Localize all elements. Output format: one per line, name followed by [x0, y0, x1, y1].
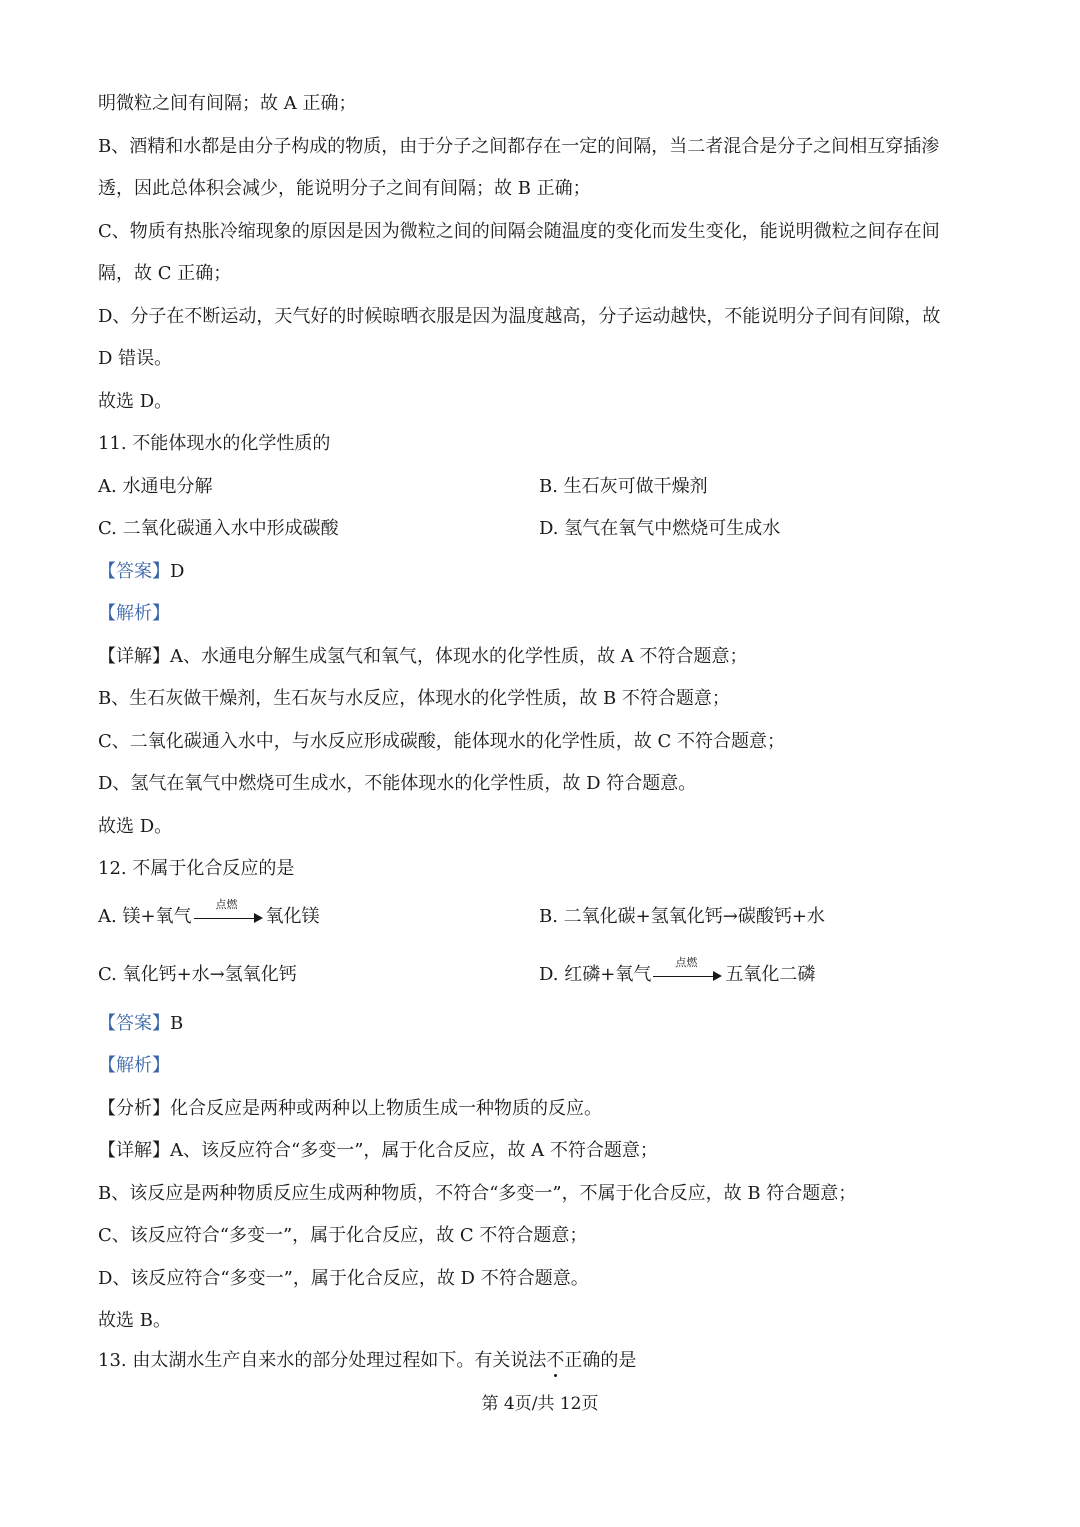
- fenxi-text: 化合反应是两种或两种以上物质生成一种物质的反应。: [170, 1098, 602, 1119]
- page-number: 第 4页/共 12页: [481, 1394, 599, 1414]
- q13-stem-part: 13. 由太湖水生产自来水的部分处理过程如下。有关说法: [98, 1350, 547, 1371]
- q10-text-line: 透，因此总体积会减少，能说明分子之间有间隔；故 B 正确；: [98, 178, 591, 199]
- q10-text-line: D 错误。: [98, 348, 173, 369]
- q11-conclusion: 故选 D。: [98, 816, 173, 837]
- q10-text-line: C、物质有热胀冷缩现象的原因是因为微粒之间的间隔会随温度的变化而发生变化，能说明微粒之间存在间: [98, 221, 940, 242]
- q11-detail-line: D、氢气在氧气中燃烧可生成水，不能体现水的化学性质，故 D 符合题意。: [98, 773, 697, 794]
- answer-tag: 【答案】: [98, 561, 170, 582]
- reaction-products: 五氧化二磷: [725, 964, 816, 985]
- q10-text-line: B、酒精和水都是由分子构成的物质，由于分子之间都存在一定的间隔，当二者混合是分子之间相互穿插渗: [98, 136, 940, 157]
- q11-option-d: D. 氢气在氧气中燃烧可生成水: [539, 518, 781, 539]
- q12-option-c: C. 氧化钙+水→氢氧化钙: [98, 964, 297, 985]
- q12-analysis: [98, 1054, 170, 1078]
- reaction-condition: 点燃: [215, 898, 238, 911]
- reaction-reactants: D. 红磷+氧气: [539, 964, 652, 985]
- q11-detail-line: [98, 645, 747, 669]
- q12-detail-line: C、该反应符合“多变一”，属于化合反应，故 C 不符合题意；: [98, 1225, 588, 1246]
- q12-option-b: B. 二氧化碳+氢氧化钙→碳酸钙+水: [539, 906, 825, 927]
- reaction-products: 氧化镁: [265, 906, 320, 927]
- answer-value: B: [170, 1013, 184, 1034]
- q12-answer: [98, 1012, 183, 1036]
- q12-detail-line: [98, 1139, 658, 1163]
- emphasis-char: 不: [546, 1350, 565, 1371]
- q11-stem: 11. 不能体现水的化学性质的: [98, 433, 331, 454]
- q11-answer: [98, 560, 184, 584]
- q12-option-d: [539, 956, 816, 987]
- q11-detail-line: B、生石灰做干燥剂，生石灰与水反应，体现水的化学性质，故 B 不符合题意；: [98, 688, 730, 709]
- answer-value: D: [170, 561, 185, 582]
- q12-conclusion: 故选 B。: [98, 1310, 171, 1331]
- reaction-reactants: A. 镁+氧气: [98, 906, 192, 927]
- reaction-arrow: [653, 956, 723, 987]
- q12-option-a: [98, 898, 320, 929]
- q13-stem-part: 正确的是: [564, 1350, 637, 1371]
- q11-option-c: C. 二氧化碳通入水中形成碳酸: [98, 518, 339, 539]
- q10-conclusion: 故选 D。: [98, 391, 173, 412]
- analysis-tag: 【解析】: [98, 1055, 170, 1076]
- detail-tag: 【详解】: [98, 1140, 170, 1161]
- detail-tag: 【详解】: [98, 646, 170, 667]
- reaction-condition: 点燃: [675, 956, 698, 969]
- q10-text-line: 明微粒之间有间隔；故 A 正确；: [98, 93, 357, 114]
- detail-text: A、该反应符合“多变一”，属于化合反应，故 A 不符合题意；: [170, 1140, 658, 1161]
- q12-fenxi: [98, 1097, 602, 1121]
- q11-option-a: A. 水通电分解: [98, 476, 213, 497]
- fenxi-tag: 【分析】: [98, 1098, 170, 1119]
- q12-stem: 12. 不属于化合反应的是: [98, 858, 295, 879]
- analysis-tag: 【解析】: [98, 603, 170, 624]
- q12-detail-line: D、该反应符合“多变一”，属于化合反应，故 D 不符合题意。: [98, 1268, 589, 1289]
- detail-text: A、水通电分解生成氢气和氧气，体现水的化学性质，故 A 不符合题意；: [170, 646, 748, 667]
- q10-text-line: 隔，故 C 正确；: [98, 263, 232, 284]
- q11-option-b: B. 生石灰可做干燥剂: [539, 476, 708, 497]
- q12-detail-line: B、该反应是两种物质反应生成两种物质，不符合“多变一”，不属于化合反应，故 B 符合题意；: [98, 1183, 857, 1204]
- q11-analysis: [98, 602, 170, 626]
- answer-tag: 【答案】: [98, 1013, 170, 1034]
- q13-stem: [98, 1349, 636, 1373]
- q10-text-line: D、分子在不断运动，天气好的时候晾晒衣服是因为温度越高，分子运动越快，不能说明分子间有间隙，故: [98, 306, 941, 327]
- reaction-arrow: [194, 898, 264, 929]
- q11-detail-line: C、二氧化碳通入水中，与水反应形成碳酸，能体现水的化学性质，故 C 不符合题意；: [98, 731, 785, 752]
